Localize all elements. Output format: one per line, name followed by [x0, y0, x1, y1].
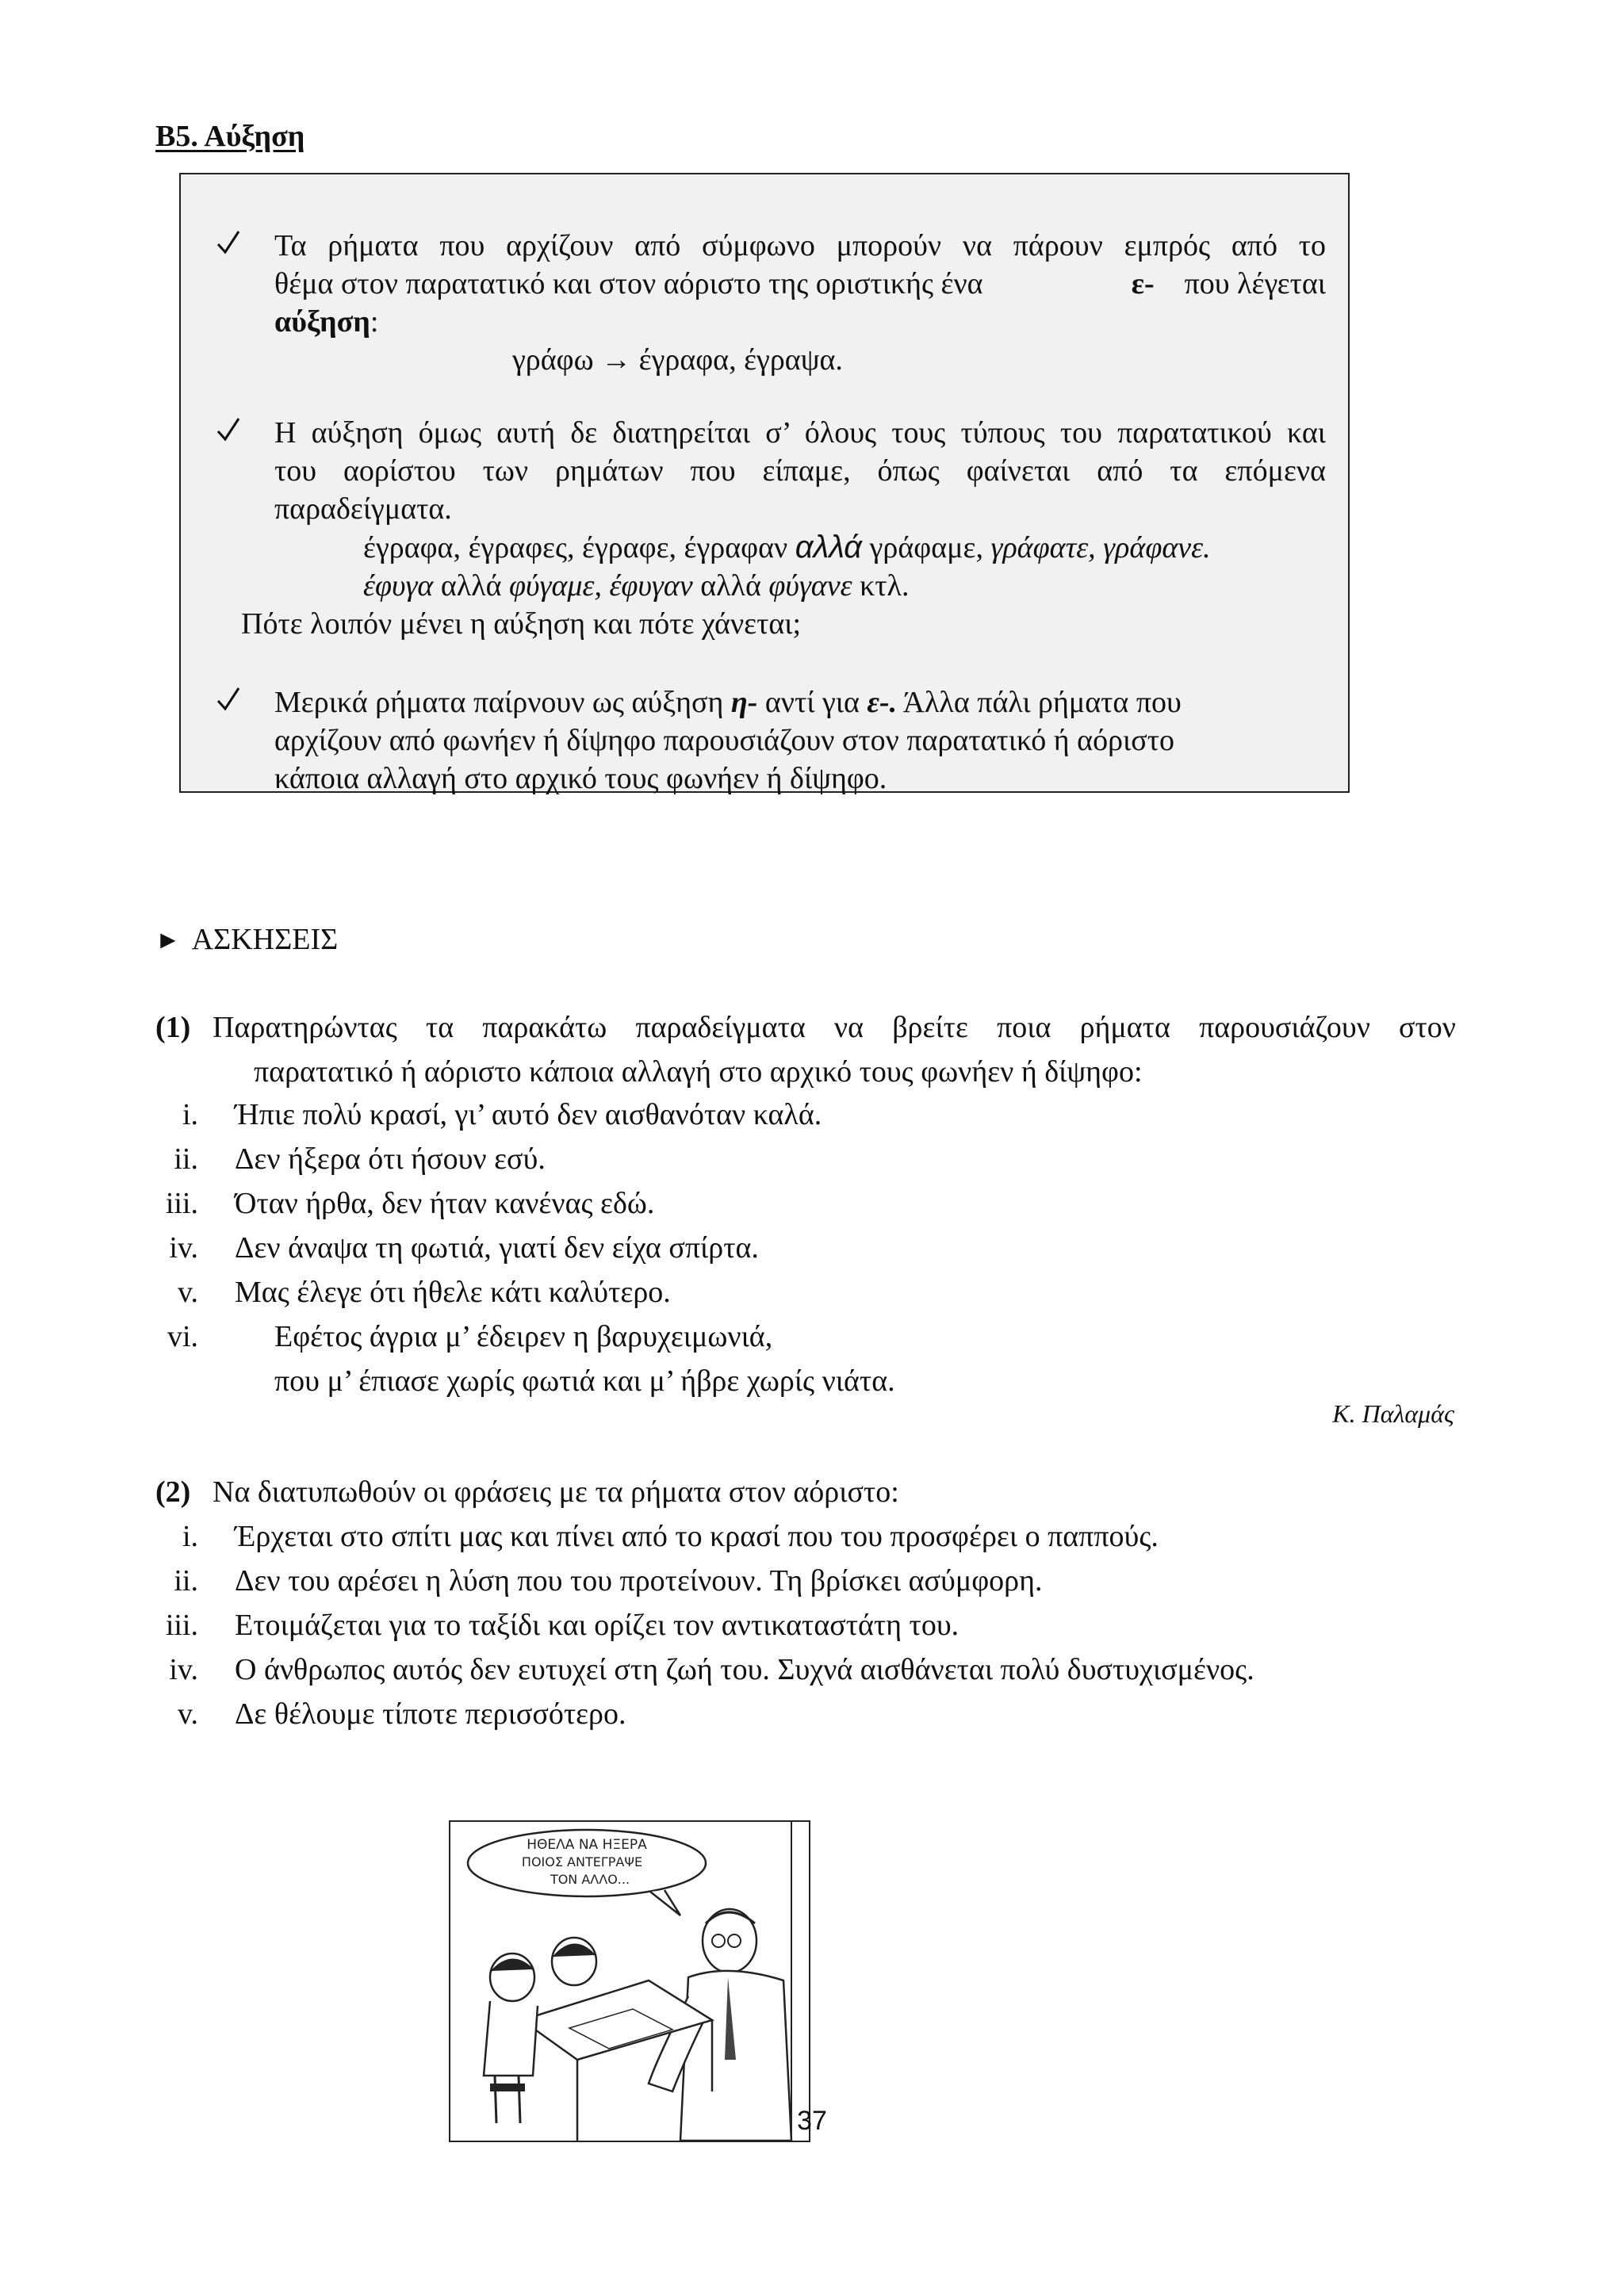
poem-line: που μ’ έπιασε χωρίς φωτιά και μ’ ήβρε χωρίς νιάτα. — [274, 1364, 895, 1398]
checkmark-icon — [216, 683, 241, 715]
exercise-2-prompt: Να διατυπωθούν οι φράσεις με τα ρήματα στον αόριστο: — [213, 1475, 899, 1509]
exercise-2-items — [155, 1514, 1456, 1736]
list-item: ii. Δεν ήξερα ότι ήσουν εσύ. — [174, 1142, 546, 1176]
list-item: v. Δε θέλουμε τίποτε περισσότερο. — [177, 1697, 626, 1731]
list-item: v. Μας έλεγε ότι ήθελε κάτι καλύτερο. — [177, 1276, 671, 1309]
checkmark-icon — [216, 227, 241, 258]
colon: : — [370, 305, 379, 339]
rule-3-line-1: Μερικά ρήματα παίρνουν ως αύξηση η- αντί για ε-. Άλλα πάλι ρήματα που — [274, 686, 1182, 719]
augment-prefix: ε- — [1131, 267, 1155, 300]
pointer-arrow-icon: ► — [155, 924, 181, 954]
rule-2-line-2: του αορίστου των ρημάτων που είπαμε, όπως φαίνεται από τα επόμενα — [274, 454, 1326, 488]
rule-1-line-2-end: που λέγεται — [1184, 267, 1326, 300]
exercise-1-items — [155, 1093, 1456, 1403]
exercise-1-prompt-line-1: Παρατηρώντας τα παρακάτω παραδείγματα να βρείτε ποια ρήματα παρουσιάζουν στον — [213, 1011, 1456, 1044]
list-item: iii. Ετοιμάζεται για το ταξίδι και ορίζει τον αντικαταστάτη του. — [165, 1609, 959, 1642]
speech-line-2: ΠΟΙΟΣ ΑΝΤΕΓΡΑΨΕ — [521, 1854, 643, 1869]
list-item: vi. Εφέτος άγρια μ’ έδειρεν η βαρυχειμωνιά, — [167, 1320, 773, 1353]
rule-3-line-2: αρχίζουν από φωνήεν ή δίψηφο παρουσιάζουν στον παρατατικό ή αόριστο — [274, 724, 1175, 757]
poem-author: Κ. Παλαμάς — [1332, 1399, 1454, 1428]
list-item: iv. Δεν άναψα τη φωτιά, γιατί δεν είχα σπίρτα. — [169, 1231, 759, 1265]
exercise-2 — [155, 1470, 1456, 1755]
speech-line-3: ΤΟΝ ΑΛΛΟ... — [550, 1872, 630, 1887]
rule-2-question: Πότε λοιπόν μένει η αύξηση και πότε χάνεται; — [241, 607, 802, 641]
but-word: αλλά — [795, 530, 863, 564]
exercise-1 — [155, 1005, 1456, 1402]
rule-2-example-2: έφυγα αλλά φύγαμε, έφυγαν αλλά φύγανε κτλ. — [363, 569, 910, 603]
rule-1-line-1: Τα ρήματα που αρχίζουν από σύμφωνο μπορούν να πάρουν εμπρός από το — [274, 229, 1326, 262]
rule-2-line-1: Η αύξηση όμως αυτή δε διατηρείται σ’ όλους τους τύπους του παρατατικού και — [274, 416, 1326, 450]
list-item: i. Ήπιε πολύ κρασί, γι’ αυτό δεν αισθανόταν καλά. — [182, 1098, 822, 1131]
exercises-heading — [155, 922, 338, 957]
page-number: 37 — [797, 2106, 827, 2136]
section-title: Β5. Αύξηση — [155, 120, 305, 153]
rule-3-line-3: κάποια αλλαγή στο αρχικό τους φωνήεν ή δίψηφο. — [274, 762, 887, 795]
list-item: i. Έρχεται στο σπίτι μας και πίνει από το κρασί που του προσφέρει ο παππούς. — [182, 1520, 1159, 1553]
checkmark-icon — [216, 414, 241, 446]
list-item: iii. Όταν ήρθα, δεν ήταν κανένας εδώ. — [165, 1187, 655, 1220]
speech-line-1: ΗΘΕΛΑ ΝΑ ΗΞΕΡΑ — [527, 1837, 647, 1853]
exercise-number: (2) — [155, 1475, 191, 1509]
list-item: iv. Ο άνθρωπος αυτός δεν ευτυχεί στη ζωή του. Συχνά αισθάνεται πολύ δυστυχισμένος. — [169, 1653, 1254, 1686]
exercises-heading-label: ΑΣΚΗΣΕΙΣ — [191, 923, 339, 956]
rule-2-example-1: έγραφα, έγραφες, έγραφε, έγραφαν αλλά γράφαμε, γράφατε, γράφανε. — [363, 530, 1211, 564]
list-item: ii. Δεν του αρέσει η λύση που του προτείνουν. Τη βρίσκει ασύμφορη. — [174, 1564, 1043, 1598]
exercise-number: (1) — [155, 1011, 191, 1044]
rule-1-example: γράφω → έγραφα, έγραψα. — [512, 343, 843, 377]
exercise-1-prompt-line-2: παρατατικό ή αόριστο κάποια αλλαγή στο αρχικό τους φωνήεν ή δίψηφο: — [254, 1055, 1143, 1089]
rule-1-line-2: θέμα στον παρατατικό και στον αόριστο της οριστικής ένα — [274, 267, 983, 300]
cartoon-drawing — [450, 1822, 809, 2141]
cartoon-illustration — [449, 1820, 810, 2142]
rule-2-line-3: παραδείγματα. — [274, 492, 452, 526]
augment-term: αύξηση — [274, 305, 370, 339]
rule-box — [179, 173, 1350, 793]
